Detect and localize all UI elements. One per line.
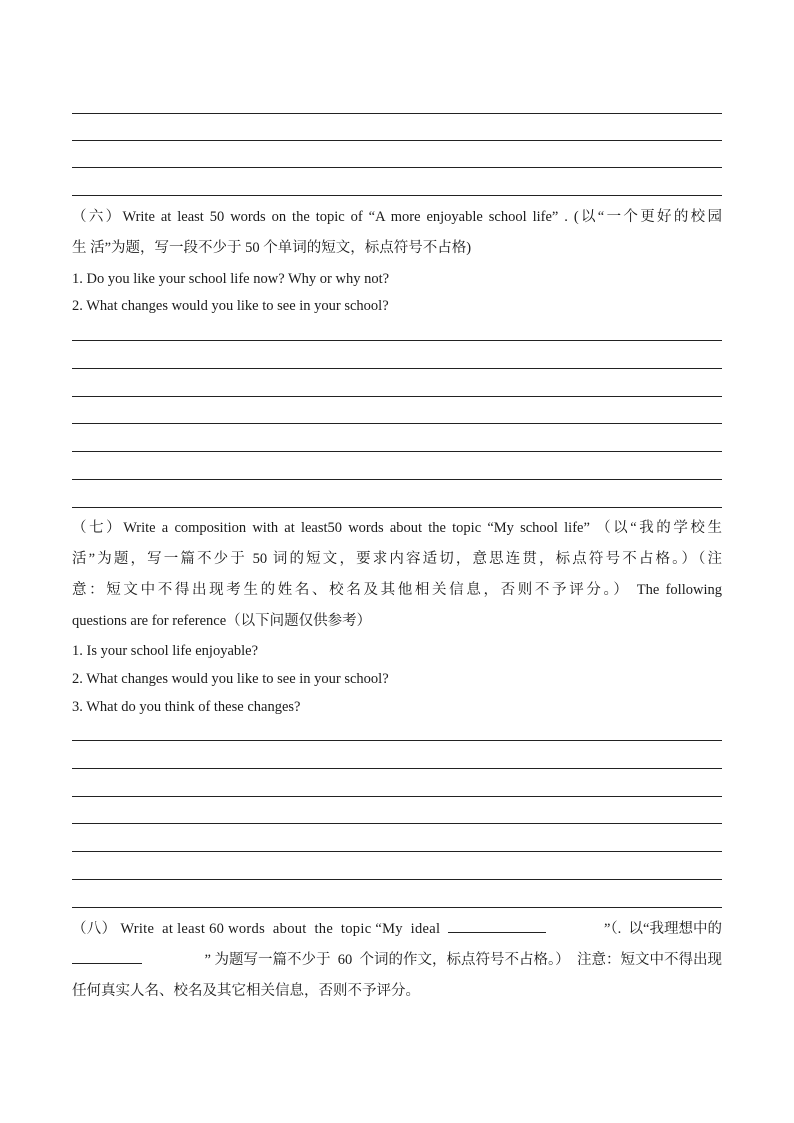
section-8-prompt-line-1 [72, 918, 722, 939]
writing-line [72, 113, 722, 114]
writing-line [72, 907, 722, 908]
topic-blank [448, 918, 546, 933]
section-7-question-1: 1. Is your school life enjoyable? [72, 643, 259, 659]
writing-line [72, 195, 722, 196]
writing-line [72, 768, 722, 769]
writing-line [72, 740, 722, 741]
section-7-prompt-line-2: 活”为题，写一篇不少于 50 词的短文，要求内容适切，意思连贯，标点符号不占格。）（注 [72, 551, 722, 567]
writing-line [72, 879, 722, 880]
section-6-question-2: 2. What changes would you like to see in your school? [72, 298, 389, 314]
writing-line [72, 851, 722, 852]
section-7-prompt-line-1: （七）Write a composition with at least50 words about the topic “My school life” （以“我的学校生 [72, 520, 722, 536]
section-8-prompt-line-2 [72, 949, 722, 970]
writing-line [72, 507, 722, 508]
writing-line [72, 368, 722, 369]
writing-line [72, 396, 722, 397]
section-7-question-2: 2. What changes would you like to see in your school? [72, 671, 389, 687]
title-blank [72, 949, 142, 964]
section-7-question-3: 3. What do you think of these changes? [72, 699, 301, 715]
writing-line [72, 167, 722, 168]
section-8-prompt-end: ”（. 以“我理想中的 [604, 921, 722, 937]
writing-line [72, 451, 722, 452]
writing-line [72, 423, 722, 424]
section-6-prompt-line-2: 生 活”为题，写一段不少于 50 个单词的短文，标点符号不占格) [72, 240, 472, 256]
writing-line [72, 479, 722, 480]
section-6-question-1: 1. Do you like your school life now? Why or why not? [72, 271, 390, 287]
section-7-prompt-line-4: questions are for reference（以下问题仅供参考） [72, 613, 372, 629]
section-8-prompt-start: （八） Write at least 60 words about the topic “My ideal [72, 921, 441, 937]
writing-line [72, 140, 722, 141]
section-7-prompt-line-3: 意：短文中不得出现考生的姓名、校名及其他相关信息，否则不予评分。） The following [72, 582, 722, 598]
section-8-prompt-line-2-text: ” 为题写一篇不少于 60 个词的作文，标点符号不占格。） 注意：短文中不得出现 [204, 952, 722, 968]
section-6-prompt-line-1: （六）Write at least 50 words on the topic of “A more enjoyable school life” . (以“一个更好的校园 [72, 209, 722, 225]
section-8-prompt-line-3: 任何真实人名、校名及其它相关信息，否则不予评分。 [72, 983, 420, 999]
writing-line [72, 340, 722, 341]
writing-line [72, 796, 722, 797]
writing-line [72, 823, 722, 824]
